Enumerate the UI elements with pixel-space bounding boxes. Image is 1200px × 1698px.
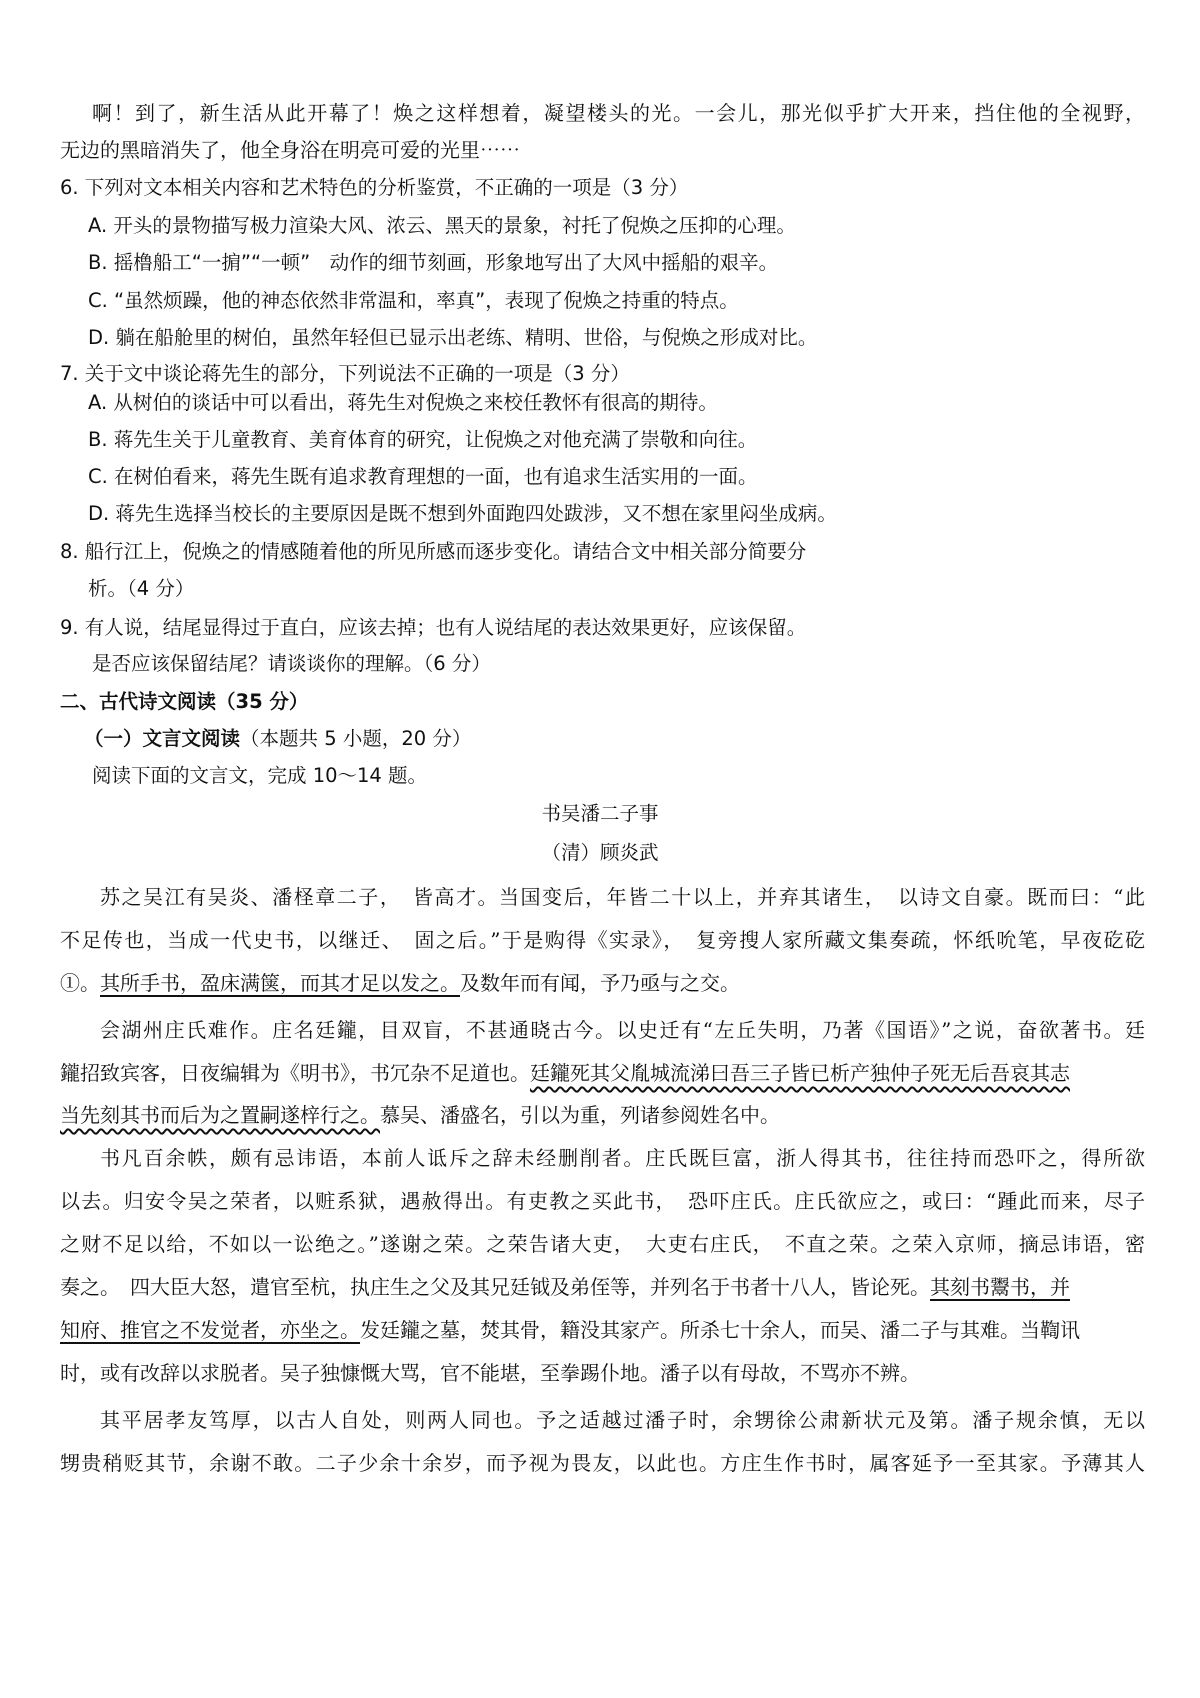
- classical-text-line: 以去。归安令吴之荣者，以赃系狱，遇赦得出。有吏教之买此书， 恐吓庄氏。庄氏欲应之，或曰：“踵此而来，尽子: [60, 1189, 1145, 1213]
- text-span: 及数年而有闻，予乃亟与之交。: [460, 971, 740, 995]
- classical-text-line: 甥贵稍贬其节，余谢不敢。二子少余十余岁，而予视为畏友，以此也。方庄生作书时，属客延予一至其家。予薄其人: [60, 1451, 1145, 1475]
- classical-text-line: 时，或有改辞以求脱者。吴子独慷慨大骂，官不能堪，至拳踢仆地。潘子以有母故，不骂亦不辨。: [60, 1361, 920, 1385]
- underlined-sentence: 其刻书鬻书，并: [930, 1275, 1070, 1299]
- question-9-line: 是否应该保留结尾？请谈谈你的理解。（6 分）: [92, 652, 491, 675]
- classical-text-line: 书凡百余帙，颇有忌讳语，本前人诋斥之辞未经删削者。庄氏既巨富，浙人得其书，往往持而恐吓之，得所欲: [100, 1146, 1145, 1170]
- question-7-option-a: A. 从树伯的谈话中可以看出，蒋先生对倪焕之来校任教怀有很高的期待。: [88, 391, 718, 414]
- wavy-underlined-sentence: 廷鑨死其父胤城流涕曰吾三子皆已析产独仲子死无后吾哀其志: [530, 1061, 1070, 1085]
- underlined-sentence: 知府、推官之不发觉者，亦坐之。: [60, 1318, 360, 1342]
- classical-text-line: [60, 1057, 1070, 1086]
- classical-text-line: 苏之吴江有吴炎、潘柽章二子， 皆高才。当国变后，年皆二十以上，并弃其诸生， 以诗文自豪。既而曰：“此: [100, 885, 1145, 909]
- question-6-stem: 6. 下列对文本相关内容和艺术特色的分析鉴赏，不正确的一项是（3 分）: [60, 176, 689, 199]
- classical-text-line: [60, 1314, 1080, 1343]
- passage-end-line: 啊！到了，新生活从此开幕了！焕之这样想着，凝望楼头的光。一会儿，那光似乎扩大开来，挡住他的全视野，: [92, 101, 1145, 125]
- text-span: 奏之。 四大臣大怒，遣官至杭，执庄生之父及其兄廷钺及弟侄等，并列名于书者十八人，皆论死。: [60, 1275, 930, 1299]
- classical-text-line: [60, 1271, 1070, 1300]
- question-7-stem: 7. 关于文中谈论蒋先生的部分，下列说法不正确的一项是（3 分）: [60, 362, 630, 385]
- classical-text-line: 会湖州庄氏难作。庄名廷鑨，目双盲，不甚通晓古今。以史迁有“左丘失明，乃著《国语》”之说，奋欲著书。廷: [100, 1018, 1145, 1042]
- classical-text-line: 之财不足以给，不如以一讼绝之。”遂谢之荣。之荣告诸大吏， 大吏右庄氏， 不直之荣。之荣入京师，摘忌讳语，密: [60, 1232, 1145, 1256]
- question-7-option-d: D. 蒋先生选择当校长的主要原因是既不想到外面跑四处跋涉，又不想在家里闷坐成病。: [88, 502, 837, 525]
- classical-author: （清）顾炎武: [541, 841, 659, 864]
- sub-section-heading: [84, 723, 471, 751]
- classical-text-line: 其平居孝友笃厚，以古人自处，则两人同也。予之适越过潘子时，余甥徐公肃新状元及第。潘子规余慎，无以: [100, 1408, 1145, 1432]
- question-8-line: 析。（4 分）: [88, 577, 195, 600]
- text-span: 鑨招致宾客，日夜编辑为《明书》，书冗杂不足道也。: [60, 1061, 530, 1085]
- text-span: 发廷鑨之墓，焚其骨，籍没其家产。所杀七十余人，而吴、潘二子与其难。当鞫讯: [360, 1318, 1080, 1342]
- classical-title: 书吴潘二子事: [541, 802, 659, 825]
- question-7-option-c: C. 在树伯看来，蒋先生既有追求教育理想的一面，也有追求生活实用的一面。: [88, 465, 758, 488]
- classical-text-line: 不足传也，当成一代史书，以继迁、 固之后。”于是购得《实录》， 复旁搜人家所藏文集奏疏，怀纸吮笔，早夜矻矻: [60, 928, 1145, 952]
- sub-heading-note: （本题共 5 小题，20 分）: [240, 727, 472, 750]
- text-span: 慕吴、潘盛名，引以为重，列诸参阅姓名中。: [380, 1103, 780, 1127]
- question-6-option-a: A. 开头的景物描写极力渲染大风、浓云、黑天的景象，衬托了倪焕之压抑的心理。: [88, 214, 796, 237]
- section-heading: 二、古代诗文阅读（35 分）: [60, 690, 309, 713]
- question-6-option-b: B. 摇橹船工“一掮”“一顿” 动作的细节刻画，形象地写出了大风中摇船的艰辛。: [88, 251, 779, 274]
- instruction: 阅读下面的文言文，完成 10～14 题。: [92, 764, 428, 787]
- wavy-underlined-sentence: 当先刻其书而后为之置嗣遂梓行之。: [60, 1103, 380, 1127]
- passage-end-line: 无边的黑暗消失了，他全身浴在明亮可爱的光里⋯⋯: [60, 138, 520, 162]
- question-6-option-d: D. 躺在船舱里的树伯，虽然年轻但已显示出老练、精明、世俗，与倪焕之形成对比。: [88, 326, 818, 349]
- question-6-option-c: C. “虽然烦躁，他的神态依然非常温和，率真”，表现了倪焕之持重的特点。: [88, 289, 739, 312]
- question-7-option-b: B. 蒋先生关于儿童教育、美育体育的研究，让倪焕之对他充满了崇敬和向往。: [88, 428, 758, 451]
- underlined-sentence: 其所手书，盈床满箧，而其才足以发之。: [100, 971, 460, 995]
- question-8-line: 8. 船行江上，倪焕之的情感随着他的所见所感而逐步变化。请结合文中相关部分简要分: [60, 540, 807, 563]
- classical-text-line: [60, 967, 740, 996]
- footnote-mark: ①。: [60, 971, 100, 995]
- sub-heading-label: （一）文言文阅读: [84, 727, 241, 750]
- classical-text-line: [60, 1099, 780, 1128]
- question-9-line: 9. 有人说，结尾显得过于直白，应该去掉；也有人说结尾的表达效果更好，应该保留。: [60, 616, 807, 639]
